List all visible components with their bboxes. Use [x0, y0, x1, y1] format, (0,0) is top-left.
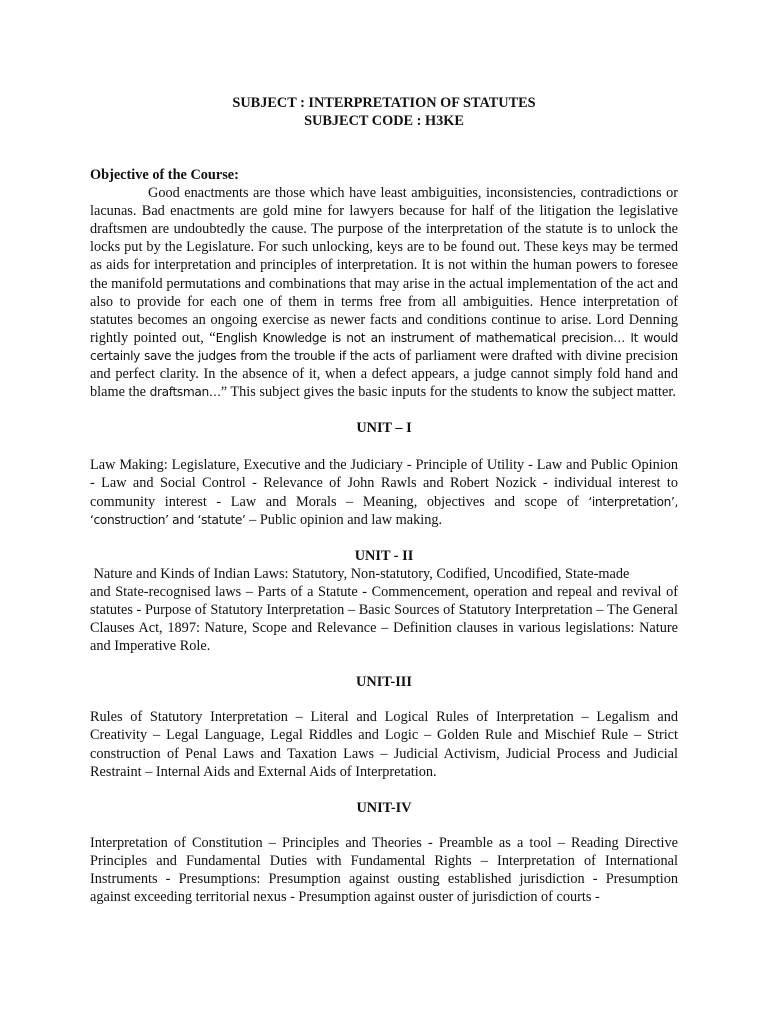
unit-4-paragraph: Interpretation of Constitution – Principles and Theories - Preamble as a tool – Reading Directive Principles and Fundamental Duties with Fundamental Rights – Interpretation of International Instruments - Presumptions: Presumption against ousting established jurisdiction - Presumption against exceeding territorial nexus - Presumption against ouster of jurisdiction of courts - — [90, 834, 678, 906]
document-header — [90, 94, 678, 130]
unit-3-paragraph: Rules of Statutory Interpretation – Literal and Logical Rules of Interpretation – Legalism and Creativity – Legal Language, Legal Riddles and Logic – Golden Rule and Mischief Rule – Strict construction of Penal Laws and Taxation Laws – Judicial Activism, Judicial Process and Judicial Restraint – Internal Aids and External Aids of Interpretation. — [90, 709, 678, 780]
objective-text-1: Good enactments are those which have least ambiguities, inconsistencies, contradictions or lacunas. Bad enactments are gold mine for lawyers because for half of the litigation the legislative draftsmen are undoubtedly the cause. The purpose of the interpretation of the statute is to unlock the locks put by the Legislature. For such unlocking, keys are to be found out. These keys may be termed as aids for interpretation and principles of interpretation. It is not within the human powers to foresee the manifold permutations and combinations that may arise in the actual implementation of the act and also to provide for each one of them in terms free from all ambiguities. Hence interpretation of statutes becomes an ongoing exercise as newer facts and conditions continue to arise. Lord Denning rightly pointed out, “ — [90, 185, 678, 346]
unit-3-heading: UNIT-III — [356, 674, 412, 691]
objective-text-2: acts of parliament were drafted with divine precision and perfect clarity. In the absence of it, when a defect appears, a judge cannot simply fold hand and blame the — [90, 347, 678, 401]
unit-2-heading: UNIT - II — [354, 547, 414, 564]
subject-code: SUBJECT CODE : H3KE — [304, 113, 464, 129]
subject-title: SUBJECT : INTERPRETATION OF STATUTES — [232, 95, 536, 111]
objective-text-3: ” This subject gives the basic inputs for the students to know the subject matter. — [220, 384, 676, 401]
unit-1-text-2: – Public opinion and law making. — [245, 511, 443, 528]
denning-quote-2: draftsman… — [149, 385, 221, 400]
objective-paragraph — [90, 184, 678, 401]
document-page — [90, 94, 678, 906]
unit-2-first-line: Nature and Kinds of Indian Laws: Statutory, Non-statutory, Codified, Uncodified, State-made — [90, 565, 630, 582]
unit-1-text-1: Law Making: Legislature, Executive and the Judiciary - Principle of Utility - Law and Public Opinion - Law and Social Control - Relevance of John Rawls and Robert Nozick - individual interest to community interest - Law and Morals – Meaning, objectives and scope of — [90, 457, 678, 510]
unit-1-quoted-terms: ‘interpretation’, ‘construction’ and ‘statute’ — [90, 494, 678, 527]
unit-4-heading: UNIT-IV — [356, 799, 412, 816]
unit-2-paragraph: and State-recognised laws – Parts of a Statute - Commencement, operation and repeal and revival of statutes - Purpose of Statutory Interpretation – Basic Sources of Statutory Interpretation – The General Clauses Act, 1897: Nature, Scope and Relevance – Definition clauses in various legislations: Nature and Imperative Role. — [90, 583, 678, 655]
unit-1-heading: UNIT – I — [356, 420, 412, 437]
unit-1-paragraph — [90, 456, 678, 528]
denning-quote-1: English Knowledge is not an instrument of mathematical precision… It would certainly save the judges from the trouble if the — [90, 330, 679, 363]
objective-heading: Objective of the Course: — [90, 167, 239, 183]
